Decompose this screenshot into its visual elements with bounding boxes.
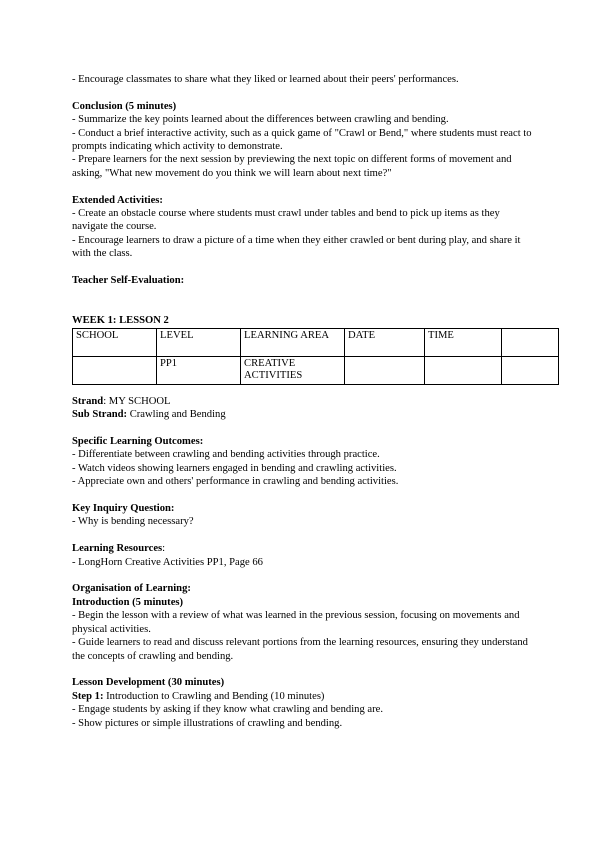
table-cell bbox=[425, 356, 502, 384]
development-item: - Engage students by asking if they know what crawling and bending are. bbox=[72, 704, 383, 716]
table-header-row bbox=[73, 328, 559, 356]
table-cell: LEVEL bbox=[157, 328, 241, 356]
table-cell bbox=[73, 356, 157, 384]
table-cell bbox=[345, 356, 425, 384]
inquiry-item: - Why is bending necessary? bbox=[72, 516, 194, 528]
extended-item: - Create an obstacle course where students must crawl under tables and bend to pick up items as they navigate the course. bbox=[72, 208, 500, 233]
outcomes-heading: Specific Learning Outcomes: bbox=[72, 436, 204, 448]
paragraph: - Encourage classmates to share what they liked or learned about their peers' performances. bbox=[72, 74, 459, 85]
resource-item: - LongHorn Creative Activities PP1, Page 66 bbox=[72, 556, 263, 568]
development-heading: Lesson Development (30 minutes) bbox=[72, 677, 225, 689]
outcome-item: - Watch videos showing learners engaged in bending and crawling activities. bbox=[72, 462, 397, 474]
extended-item: - Encourage learners to draw a picture of a time when they either crawled or bent during play, and share it with the class. bbox=[72, 234, 521, 260]
conclusion-heading: Conclusion (5 minutes) bbox=[72, 100, 177, 112]
table-cell: PP1 bbox=[157, 356, 241, 384]
sub-strand-line: Sub Strand: Crawling and Bending bbox=[72, 409, 226, 421]
resources-heading: Learning Resources: bbox=[72, 543, 166, 555]
step-line: Step 1: Introduction to Crawling and Bending (10 minutes) bbox=[72, 690, 325, 702]
introduction-item: - Begin the lesson with a review of what was learned in the previous session, focusing on movements and physical activities. bbox=[72, 610, 520, 635]
table-cell bbox=[502, 328, 559, 356]
table-cell: CREATIVE ACTIVITIES bbox=[241, 356, 345, 384]
strand-line: Strand: MY SCHOOL bbox=[72, 395, 171, 407]
development-item: - Show pictures or simple illustrations of crawling and bending. bbox=[72, 717, 343, 729]
inquiry-heading: Key Inquiry Question: bbox=[72, 503, 175, 515]
week-heading: WEEK 1: LESSON 2 bbox=[72, 315, 169, 327]
introduction-heading: Introduction (5 minutes) bbox=[72, 596, 184, 608]
outcome-item: - Appreciate own and others' performance in crawling and bending activities. bbox=[72, 476, 399, 488]
conclusion-item: - Prepare learners for the next session by previewing the next topic on different forms of movement and asking, "What new movement do you think we will learn about next time?" bbox=[72, 154, 512, 179]
conclusion-item: - Summarize the key points learned about the differences between crawling and bending. bbox=[72, 114, 449, 126]
table-cell bbox=[502, 356, 559, 384]
table-cell: SCHOOL bbox=[73, 328, 157, 356]
table-cell: TIME bbox=[425, 328, 502, 356]
lesson-info-table bbox=[72, 328, 559, 385]
outcome-item: - Differentiate between crawling and bending activities through practice. bbox=[72, 449, 380, 461]
table-cell: DATE bbox=[345, 328, 425, 356]
table-value-row bbox=[73, 356, 559, 384]
organisation-heading: Organisation of Learning: bbox=[72, 583, 191, 595]
table-cell: LEARNING AREA bbox=[241, 328, 345, 356]
self-evaluation-heading: Teacher Self-Evaluation: bbox=[72, 275, 185, 287]
conclusion-item: - Conduct a brief interactive activity, such as a quick game of "Crawl or Bend," where students must react to prompts indicating which activity to demonstrate. bbox=[72, 127, 532, 153]
page-content bbox=[72, 73, 532, 730]
extended-heading: Extended Activities: bbox=[72, 194, 163, 206]
introduction-item: - Guide learners to read and discuss relevant portions from the learning resources, ensuring they understand the concepts of crawling and bending. bbox=[72, 637, 528, 662]
